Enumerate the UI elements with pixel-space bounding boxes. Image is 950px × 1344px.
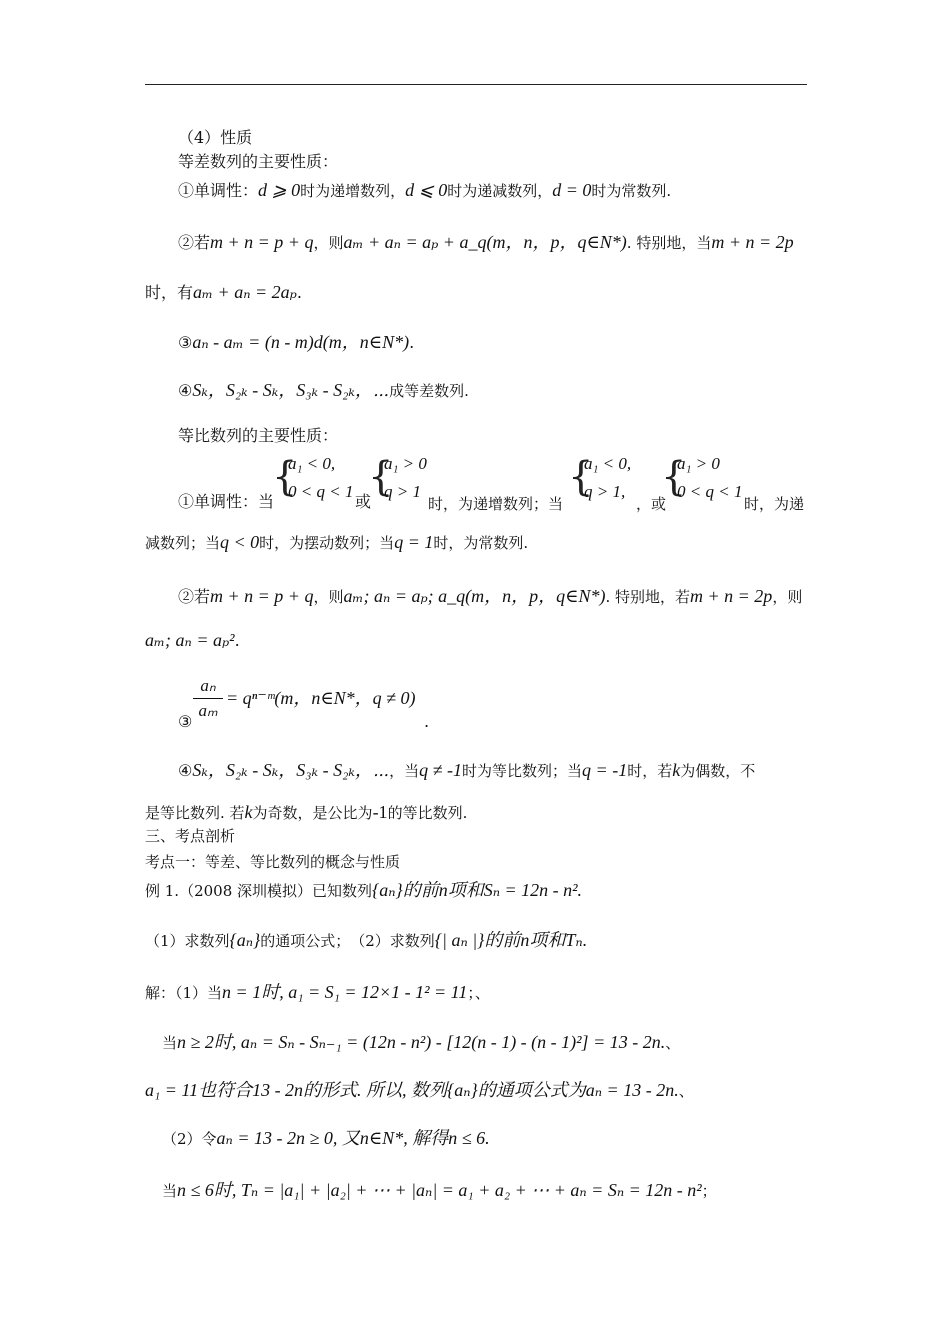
math: aₘ + aₙ = 2aₚ <box>193 282 297 302</box>
solution-step-5 <box>162 1180 717 1201</box>
math: q = -1 <box>582 760 628 780</box>
topic-1-heading: 考点一：等差、等比数列的概念与性质 <box>145 853 401 871</box>
cond-3b: q > 1, <box>584 482 626 501</box>
arith-prop-4 <box>178 380 469 401</box>
arith-prop-2 <box>178 232 794 253</box>
section3-heading: 三、考点剖析 <box>145 827 236 845</box>
text: ；、 <box>467 984 490 1002</box>
cond-4b: 0 < q < 1 <box>677 482 743 501</box>
numerator: aₙ <box>200 676 216 695</box>
cond-2b: q > 1 <box>384 482 421 501</box>
arith-prop-1 <box>178 180 671 201</box>
geo-prop-2-cont <box>145 630 240 651</box>
text: 时，为常数列. <box>433 534 529 552</box>
text: 为偶数，不 <box>680 762 756 780</box>
example-1 <box>145 880 582 901</box>
text: . 特别地，若 <box>605 588 691 606</box>
fraction-bar <box>193 698 223 699</box>
brace-3: { <box>568 454 594 500</box>
text: 时为常数列. <box>591 182 672 200</box>
fraction <box>193 676 223 721</box>
cond-3a: a₁ < 0, <box>584 454 632 473</box>
math: aₘ; aₙ = aₚ; a_q(m，n，p，q∈N*) <box>343 586 606 606</box>
brace-4: { <box>661 454 687 500</box>
or-2: ，或 <box>636 495 667 513</box>
text: 时，为摆动数列；当 <box>259 534 395 552</box>
math: m + n = p + q <box>210 232 314 252</box>
cond-1b: 0 < q < 1 <box>288 482 354 501</box>
text: . <box>296 283 302 302</box>
prop-label: ①单调性：当 <box>178 492 275 511</box>
arith-title-text: 等差数列的主要性质： <box>178 152 339 171</box>
text: （1）求数列 <box>145 932 230 950</box>
geo-1-text-2: 时，为递 <box>744 495 805 513</box>
geo-prop-2 <box>178 586 802 607</box>
brace-1: { <box>272 454 298 500</box>
math: q ≠ -1 <box>419 760 463 780</box>
geo-title <box>178 426 338 446</box>
text: 解：（1）当 <box>145 984 223 1002</box>
math: m + n = p + q <box>210 586 314 606</box>
math: -1 <box>372 802 388 822</box>
math: n = 1时, a₁ = S₁ = 12×1 - 1² = 11 <box>222 982 468 1002</box>
solution-step-3 <box>145 1080 694 1101</box>
math: d ⩾ 0 <box>258 180 301 200</box>
math: d ⩽ 0 <box>405 180 448 200</box>
header-rule <box>145 84 807 85</box>
solution-step-4 <box>162 1128 490 1149</box>
solution-step-2 <box>162 1032 680 1053</box>
text: ，则 <box>313 588 344 606</box>
math: {| aₙ |}的前n项和Tₙ. <box>434 930 588 950</box>
text: 当 <box>162 1182 178 1200</box>
text: ，则 <box>313 234 344 252</box>
text: 是等比数列. 若 <box>145 804 245 822</box>
text: 时，若 <box>627 762 673 780</box>
geo-title-text: 等比数列的主要性质： <box>178 426 339 445</box>
math: q = 1 <box>394 532 434 552</box>
math: Sₖ，S₂ₖ - Sₖ，S₃ₖ - S₂ₖ，⋯ <box>192 380 390 400</box>
math: m + n = 2p <box>711 232 794 252</box>
text: （2）令 <box>162 1130 217 1148</box>
prop-label: ②若 <box>178 233 211 252</box>
geo-1-text: 时，为递增数列；当 <box>428 495 564 513</box>
example-1-questions <box>145 930 587 951</box>
prop-label: ④ <box>178 761 193 780</box>
prop-label: ③ <box>178 333 193 352</box>
text: . <box>234 631 240 650</box>
math: aₘ + aₙ = aₚ + a_q(m，n，p，q∈N*) <box>343 232 627 252</box>
or-1: 或 <box>355 492 372 511</box>
text: 成等差数列. <box>389 382 469 400</box>
text: 时，有 <box>145 283 194 302</box>
math: n ≤ 6时, Tₙ = |a₁| + |a₂| + ⋯ + |aₙ| = a₁ + a₂ + ⋯ + aₙ = Sₙ = 12n - n² <box>177 1180 702 1200</box>
math: d = 0 <box>552 180 592 200</box>
geo-prop-4 <box>178 760 755 781</box>
math: aₙ = 13 - 2n ≥ 0, 又n∈N*, 解得n ≤ 6. <box>216 1128 490 1148</box>
math: {aₙ}的前n项和Sₙ = 12n - n². <box>372 880 583 900</box>
geo-prop-3-math: = qⁿ⁻ᵐ(m，n∈N*，q ≠ 0) <box>226 688 416 708</box>
arith-prop-3 <box>178 332 414 353</box>
arith-title <box>178 152 338 172</box>
geo-prop-4-cont <box>145 802 467 823</box>
prop-label: ①单调性： <box>178 181 259 200</box>
math: aₙ - aₘ = (n - m)d(m，n∈N*) <box>192 332 410 352</box>
cond-1a: a₁ < 0, <box>288 454 336 473</box>
cond-2a: a₁ > 0 <box>384 454 427 473</box>
text: 的等比数列. <box>387 804 468 822</box>
text: 当 <box>162 1034 178 1052</box>
text: ，则 <box>772 588 803 606</box>
math: aₘ; aₙ = aₚ² <box>145 630 235 650</box>
text: 为奇数，是公比为 <box>252 804 373 822</box>
text: 、 <box>678 1082 694 1100</box>
text: 时为递减数列， <box>447 182 553 200</box>
math: n ≥ 2时, aₙ = Sₙ - Sₙ₋₁ = (12n - n²) - [12(n - 1) - (n - 1)²] = 13 - 2n. <box>177 1032 666 1052</box>
text: . <box>409 333 415 352</box>
math: q < 0 <box>220 532 260 552</box>
geo-prop-3-end: . <box>424 712 430 731</box>
arith-prop-2-cont <box>145 282 302 303</box>
text: 减数列；当 <box>145 534 221 552</box>
prop-label: ②若 <box>178 587 211 606</box>
heading-text: （4）性质 <box>178 128 253 147</box>
math: {aₙ} <box>229 930 261 950</box>
text: ，当 <box>389 762 420 780</box>
text: . 特别地，当 <box>626 234 712 252</box>
brace-2: { <box>368 454 394 500</box>
solution-step-1 <box>145 982 490 1003</box>
geo-prop-3-label: ③ <box>178 712 193 731</box>
prop-label: ④ <box>178 381 193 400</box>
denominator: aₘ <box>198 701 218 720</box>
math: a₁ = 11也符合13 - 2n的形式. 所以, 数列{aₙ}的通项公式为aₙ = 13 - 2n. <box>145 1080 679 1100</box>
text: 的通项公式； （2）求数列 <box>260 932 435 950</box>
text: 例 1.（2008 深圳模拟）已知数列 <box>145 882 373 900</box>
text: 时为递增数列， <box>300 182 406 200</box>
math: Sₖ，S₂ₖ - Sₖ，S₃ₖ - S₂ₖ，⋯ <box>192 760 390 780</box>
section-heading <box>178 128 252 148</box>
geo-prop-1-label <box>178 492 274 512</box>
math: k <box>672 760 681 780</box>
math: k <box>244 802 253 822</box>
math: m + n = 2p <box>690 586 773 606</box>
geo-prop-1-cont <box>145 532 528 553</box>
text: 、 <box>665 1034 681 1052</box>
text: ； <box>701 1182 717 1200</box>
text: 时为等比数列；当 <box>462 762 583 780</box>
cond-4a: a₁ > 0 <box>677 454 720 473</box>
